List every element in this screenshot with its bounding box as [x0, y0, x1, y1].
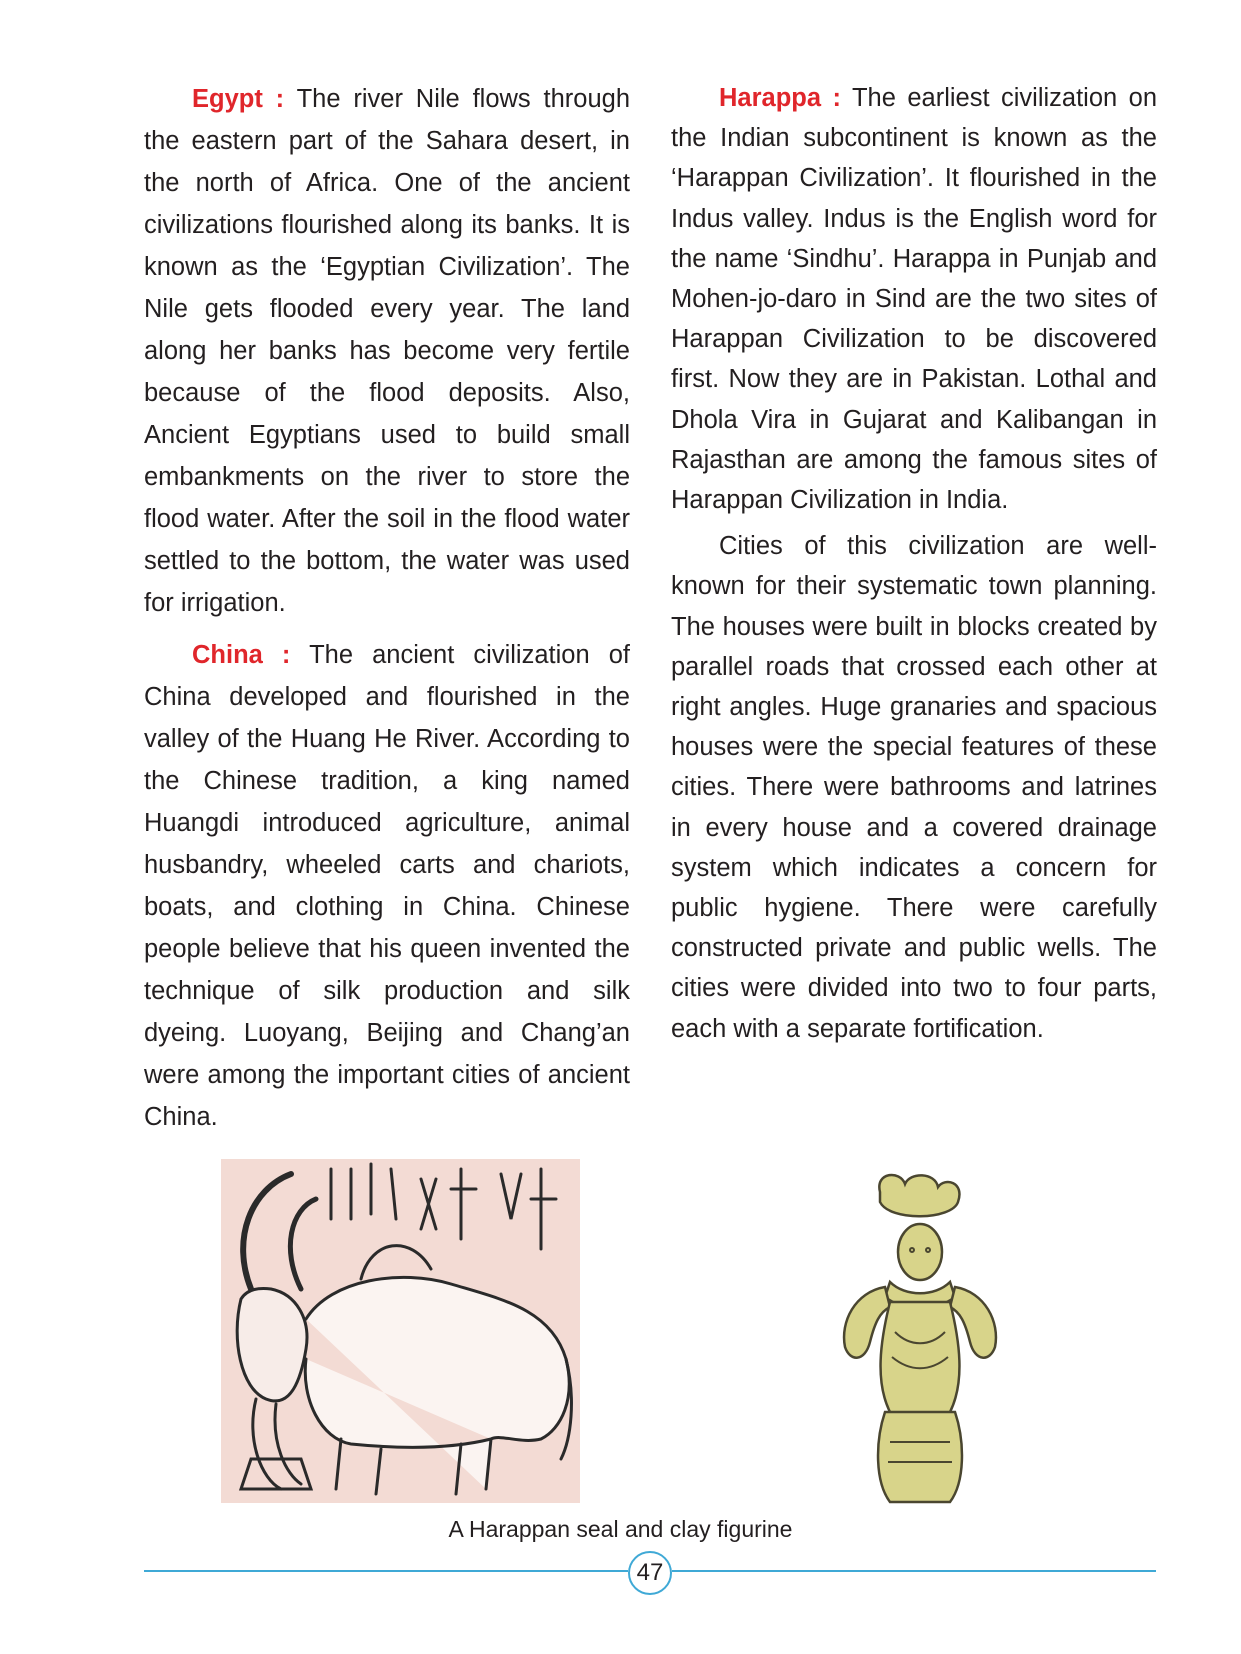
harappa-paragraph	[671, 78, 1157, 520]
bull-seal-drawing	[221, 1159, 580, 1503]
footer-rule-left	[144, 1570, 628, 1572]
left-column	[144, 78, 630, 1144]
china-paragraph	[144, 634, 630, 1138]
harappa-heading: Harappa :	[719, 84, 841, 112]
egypt-text: The river Nile flows through the eastern part of the Sahara desert, in the north of Africa. One of the ancient civilizations flourished along its banks. It is known as the ‘Egyptian Civilization’. The Nile gets flooded every year. The land along her banks has become very fertile because of the flood deposits. Also, Ancient Egyptians used to build small embankments on the river to store the flood water. After the soil in the flood water settled to the bottom, the water was used for irrigation.	[144, 85, 631, 617]
page-number: 47	[628, 1551, 672, 1595]
harappa-text: The earliest civilization on the Indian subcontinent is known as the ‘Harappan Civilization’. It flourished in the Indus valley. Indus is the English word for the name ‘Sindhu’. Harappa in Punjab and Mohen-jo-daro in Sind are the two sites of Harappan Civilization to be discovered first. Now they are in Pakistan. Lothal and Dhola Vira in Gujarat and Kalibangan in Rajasthan are among the famous sites of Harappan Civilization in India.	[671, 84, 1158, 515]
clay-figurine-illustration	[820, 1172, 1020, 1512]
right-column	[671, 78, 1157, 1055]
egypt-paragraph	[144, 78, 630, 624]
footer-rule-right	[672, 1570, 1156, 1572]
figurine-drawing	[820, 1172, 1020, 1512]
egypt-heading: Egypt :	[192, 85, 285, 113]
china-text: The ancient civilization of China developed and flourished in the valley of the Huang He River. According to the Chinese tradition, a king named Huangdi introduced agriculture, animal husbandry, wheeled carts and chariots, boats, and clothing in China. Chinese people believe that his queen invented the technique of silk production and silk dyeing. Luoyang, Beijing and Chang’an were among the important cities of ancient China.	[144, 641, 630, 1131]
cities-paragraph: Cities of this civilization are well-known for their systematic town planning. The houses were built in blocks created by parallel roads that crossed each other at right angles. Huge granaries and spacious houses were the special features of these cities. There were bathrooms and latrines in every house and a covered drainage system which indicates a concern for public hygiene. There were carefully constructed private and public wells. The cities were divided into two to four parts, each with a separate fortification.	[671, 532, 1157, 1043]
figure-caption: A Harappan seal and clay figurine	[448, 1516, 793, 1542]
harappan-seal-illustration	[221, 1159, 580, 1503]
china-heading: China :	[192, 641, 291, 669]
